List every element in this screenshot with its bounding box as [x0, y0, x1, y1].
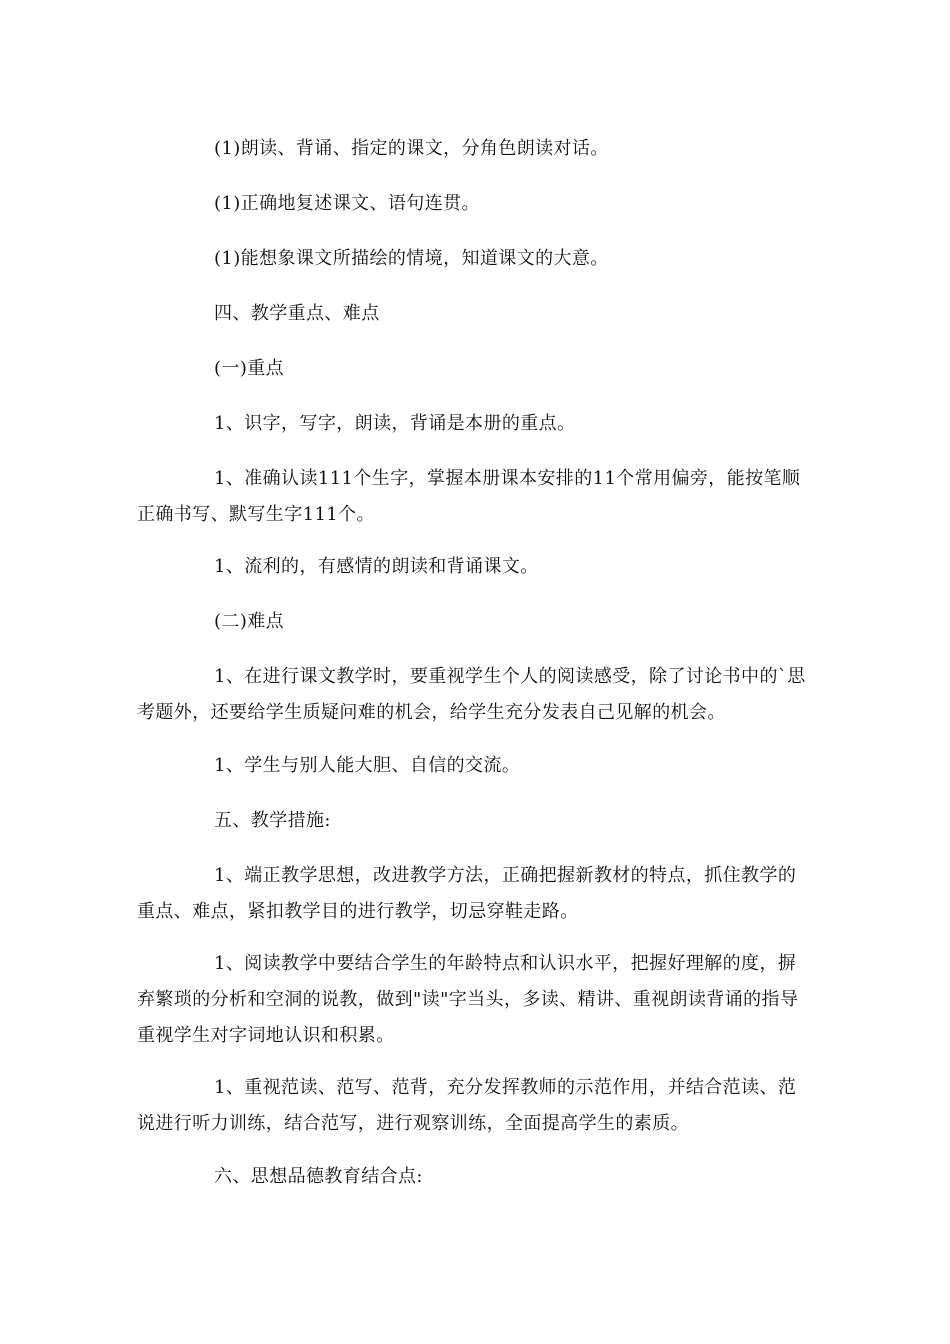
paragraph: 1、识字，写字，朗读，背诵是本册的重点。	[214, 413, 576, 434]
paragraph: 1、端正教学思想，改进教学方法，正确把握新教材的特点，抓住教学的重点、难点，紧扣教学目的进行教学，切忌穿鞋走路。	[137, 865, 797, 922]
paragraph: 1、阅读教学中要结合学生的年龄特点和认识水平，把握好理解的度，摒弃繁琐的分析和空洞的说教，做到"读"字当头，多读、精讲、重视朗读背诵的指导重视学生对字词地认识和积累。	[137, 953, 799, 1046]
paragraph: 1、流利的，有感情的朗读和背诵课文。	[214, 556, 539, 577]
paragraph: 1、重视范读、范写、范背，充分发挥教师的示范作用，并结合范读、范说进行听力训练，结合范写，进行观察训练，全面提高学生的素质。	[137, 1077, 797, 1134]
paragraph: (1)朗读、背诵、指定的课文，分角色朗读对话。	[214, 138, 609, 159]
section-heading: 四、教学重点、难点	[214, 303, 380, 324]
paragraph: 1、学生与别人能大胆、自信的交流。	[214, 755, 521, 776]
section-heading: 六、思想品德教育结合点:	[214, 1166, 423, 1187]
section-heading: 五、教学措施:	[214, 810, 331, 831]
paragraph: (1)能想象课文所描绘的情境，知道课文的大意。	[214, 248, 609, 269]
subsection-heading: (一)重点	[214, 358, 285, 379]
subsection-heading: (二)难点	[214, 611, 285, 632]
paragraph: 1、在进行课文教学时，要重视学生个人的阅读感受，除了讨论书中的`思考题外，还要给学生质疑问难的机会，给学生充分发表自己见解的机会。	[137, 666, 806, 723]
paragraph: 1、准确认读111个生字，掌握本册课本安排的11个常用偏旁，能按笔顺正确书写、默写生字111个。	[137, 468, 801, 525]
paragraph: (1)正确地复述课文、语句连贯。	[214, 193, 480, 214]
